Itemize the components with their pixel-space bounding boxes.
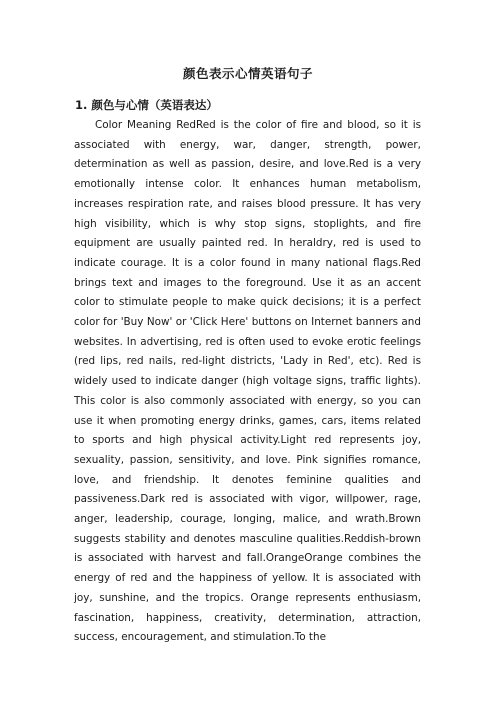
body-paragraph: Color Meaning RedRed is the color of fire and blood, so it is associated with energy, war, danger, strength, power, determination as well as passion, desire, and love.Red is a very emotionally intense color. It enhances human metabolism, increases respiration rate, and raises blood pressure. It has very high visibility, which is why stop signs, stoplights, and fire equipment are usually painted red. In heraldry, red is used to indicate courage. It is a color found in many national flags.Red brings text and images to the foreground. Use it as an accent color to stimulate people to make quick decisions; it is a perfect color for 'Buy Now' or 'Click Here' buttons on Internet banners and websites. In advertising, red is often used to evoke erotic feelings (red lips, red nails, red-light districts, 'Lady in Red', etc). Red is widely used to indicate danger (high voltage signs, traffic lights). This color is also commonly associated with energy, so you can use it when promoting energy drinks, games, cars, items related to sports and high physical activity.Light red represents joy, sexuality, passion, sensitivity, and love. Pink signifies romance, love, and friendship. It denotes feminine qualities and passiveness.Dark red is associated with vigor, willpower, rage, anger, leadership, courage, longing, malice, and wrath.Brown suggests stability and denotes masculine qualities.Reddish-brown is associated with harvest and fall.OrangeOrange combines the energy of red and the happiness of yellow. It is associated with joy, sunshine, and the tropics. Orange represents enthusiasm, fascination, happiness, creativity, determination, attraction, success, encouragement, and stimulation.To the xyxy=(74,119,421,644)
section-heading: 1. 颜色与心情（英语表达） xyxy=(75,98,218,112)
document-title: 颜色表示心情英语句子 xyxy=(182,66,313,81)
